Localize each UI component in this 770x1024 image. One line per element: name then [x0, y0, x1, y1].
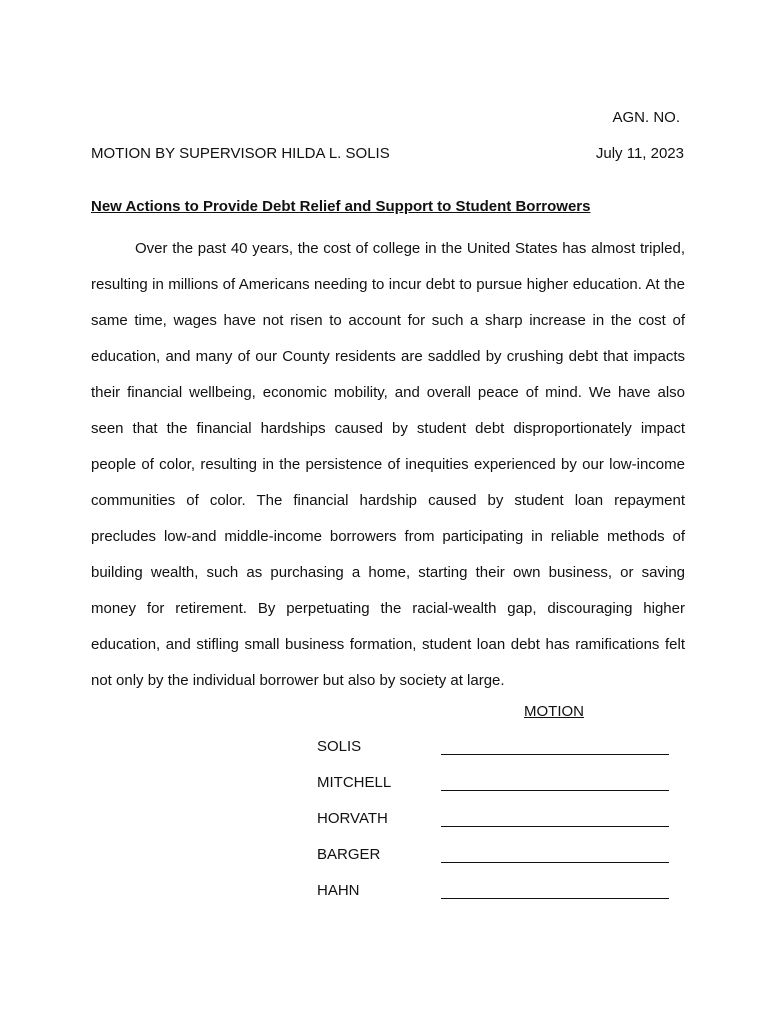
supervisor-name: BARGER: [317, 846, 381, 863]
vote-table: [317, 738, 669, 918]
supervisor-name: MITCHELL: [317, 774, 392, 791]
supervisor-name: SOLIS: [317, 738, 362, 755]
motion-header: [91, 145, 684, 162]
agenda-number-label: AGN. NO.: [612, 109, 680, 126]
vote-row: [317, 846, 669, 882]
vote-row: [317, 738, 669, 774]
motion-by-line: MOTION BY SUPERVISOR HILDA L. SOLIS: [91, 145, 390, 162]
vote-signature-line: [441, 774, 669, 791]
vote-signature-line: [441, 882, 669, 899]
vote-signature-line: [441, 738, 669, 755]
vote-row: [317, 774, 669, 810]
supervisor-name: HAHN: [317, 882, 360, 899]
vote-signature-line: [441, 810, 669, 827]
motion-body-paragraph: Over the past 40 years, the cost of college in the United States has almost tripled, resulting in millions of Americans needing to incur debt to pursue higher education. At the same time, wages have not risen to account for such a sharp increase in the cost of education, and many of our County residents are saddled by crushing debt that impacts their financial wellbeing, economic mobility, and overall peace of mind. We have also seen that the financial hardships caused by student debt disproportionately impact people of color, resulting in the persistence of inequities experienced by our low-income communities of color. The financial hardship caused by student loan repayment precludes low-and middle-income borrowers from participating in reliable methods of building wealth, such as purchasing a home, starting their own business, or saving money for retirement. By perpetuating the racial-wealth gap, discouraging higher education, and stifling small business formation, student loan debt has ramifications felt not only by the individual borrower but also by society at large.: [91, 240, 685, 689]
motion-vote-heading: MOTION: [524, 703, 584, 720]
supervisor-name: HORVATH: [317, 810, 388, 827]
vote-signature-line: [441, 846, 669, 863]
motion-date: July 11, 2023: [595, 145, 684, 162]
vote-row: [317, 882, 669, 918]
motion-title: New Actions to Provide Debt Relief and Support to Student Borrowers: [91, 198, 591, 215]
vote-row: [317, 810, 669, 846]
